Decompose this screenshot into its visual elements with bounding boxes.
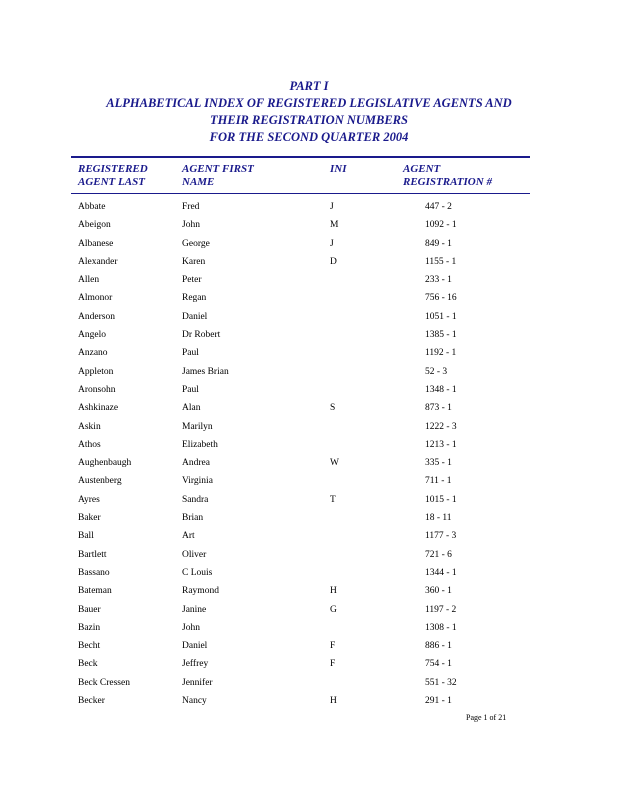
header-top-rule bbox=[71, 156, 530, 158]
agent-last-name: Ayres bbox=[78, 494, 100, 505]
agent-first-name: Andrea bbox=[182, 458, 210, 469]
agent-first-name: George bbox=[182, 238, 210, 249]
agent-last-name: Anderson bbox=[78, 311, 115, 322]
agent-first-name: Nancy bbox=[182, 696, 207, 707]
agent-registration-number: 1197 - 2 bbox=[425, 604, 457, 615]
table-row bbox=[0, 235, 618, 253]
document-title bbox=[0, 78, 618, 146]
agent-registration-number: 886 - 1 bbox=[425, 641, 452, 652]
agent-first-name: John bbox=[182, 220, 200, 231]
agent-last-name: Bassano bbox=[78, 567, 110, 578]
agent-initial: F bbox=[330, 659, 336, 670]
table-row bbox=[0, 216, 618, 234]
agent-table-body bbox=[0, 198, 618, 710]
agent-registration-number: 1092 - 1 bbox=[425, 220, 457, 231]
table-row bbox=[0, 472, 618, 490]
header-initial: INI bbox=[330, 163, 347, 175]
table-row bbox=[0, 381, 618, 399]
table-row bbox=[0, 527, 618, 545]
agent-last-name: Alexander bbox=[78, 256, 118, 267]
agent-last-name: Ball bbox=[78, 531, 94, 542]
agent-last-name: Athos bbox=[78, 439, 101, 450]
agent-first-name: Jennifer bbox=[182, 677, 213, 688]
agent-last-name: Askin bbox=[78, 421, 101, 432]
agent-last-name: Albanese bbox=[78, 238, 114, 249]
table-row bbox=[0, 674, 618, 692]
agent-registration-number: 360 - 1 bbox=[425, 586, 452, 597]
agent-last-name: Bartlett bbox=[78, 549, 107, 560]
agent-first-name: Alan bbox=[182, 403, 201, 414]
agent-first-name: Oliver bbox=[182, 549, 207, 560]
agent-registration-number: 873 - 1 bbox=[425, 403, 452, 414]
agent-last-name: Bazin bbox=[78, 622, 101, 633]
agent-last-name: Aronsohn bbox=[78, 384, 116, 395]
agent-registration-number: 1385 - 1 bbox=[425, 330, 457, 341]
table-row bbox=[0, 601, 618, 619]
agent-last-name: Abeigon bbox=[78, 220, 111, 231]
agent-registration-number: 1344 - 1 bbox=[425, 567, 457, 578]
header-bottom-rule bbox=[71, 193, 530, 194]
agent-first-name: Daniel bbox=[182, 641, 208, 652]
agent-last-name: Baker bbox=[78, 513, 101, 524]
title-quarter: FOR THE SECOND QUARTER 2004 bbox=[209, 130, 409, 144]
agent-registration-number: 754 - 1 bbox=[425, 659, 452, 670]
title-registration: THEIR REGISTRATION NUMBERS bbox=[210, 113, 408, 127]
header-agent-first: AGENT FIRST NAME bbox=[182, 163, 254, 188]
agent-initial: D bbox=[330, 256, 337, 267]
table-row bbox=[0, 454, 618, 472]
table-row bbox=[0, 509, 618, 527]
table-row bbox=[0, 308, 618, 326]
table-row bbox=[0, 399, 618, 417]
agent-initial: J bbox=[330, 202, 334, 212]
table-row bbox=[0, 363, 618, 381]
header-agent-last: REGISTERED AGENT LAST bbox=[78, 163, 148, 188]
agent-first-name: Elizabeth bbox=[182, 439, 218, 450]
agent-first-name: Daniel bbox=[182, 311, 208, 322]
agent-initial: S bbox=[330, 403, 336, 414]
agent-registration-number: 52 - 3 bbox=[425, 366, 448, 377]
agent-last-name: Abbate bbox=[78, 202, 106, 212]
agent-first-name: Art bbox=[182, 531, 195, 542]
agent-registration-number: 1308 - 1 bbox=[425, 622, 457, 633]
table-row bbox=[0, 637, 618, 655]
agent-first-name: James Brian bbox=[182, 366, 229, 377]
table-row bbox=[0, 198, 618, 216]
agent-first-name: Regan bbox=[182, 293, 207, 304]
table-row bbox=[0, 564, 618, 582]
agent-first-name: Paul bbox=[182, 384, 199, 395]
agent-initial: T bbox=[330, 494, 336, 505]
agent-last-name: Beck Cressen bbox=[78, 677, 130, 688]
header-registration: AGENT REGISTRATION # bbox=[403, 163, 492, 188]
table-row bbox=[0, 289, 618, 307]
agent-last-name: Bateman bbox=[78, 586, 112, 597]
agent-registration-number: 1155 - 1 bbox=[425, 256, 457, 267]
agent-first-name: Sandra bbox=[182, 494, 209, 505]
table-row bbox=[0, 418, 618, 436]
agent-registration-number: 1348 - 1 bbox=[425, 384, 457, 395]
title-index: ALPHABETICAL INDEX OF REGISTERED LEGISLATIVE AGENTS AND bbox=[106, 96, 512, 110]
title-part: PART I bbox=[289, 79, 329, 93]
agent-last-name: Becht bbox=[78, 641, 101, 652]
agent-first-name: Brian bbox=[182, 513, 204, 524]
agent-last-name: Bauer bbox=[78, 604, 101, 615]
table-row bbox=[0, 344, 618, 362]
agent-initial: H bbox=[330, 696, 337, 707]
table-row bbox=[0, 271, 618, 289]
agent-last-name: Anzano bbox=[78, 348, 108, 359]
agent-first-name: Dr Robert bbox=[182, 330, 221, 341]
agent-first-name: Marilyn bbox=[182, 421, 213, 432]
agent-initial: G bbox=[330, 604, 337, 615]
table-row bbox=[0, 582, 618, 600]
agent-initial: F bbox=[330, 641, 336, 652]
agent-last-name: Allen bbox=[78, 275, 100, 286]
table-row bbox=[0, 253, 618, 271]
agent-registration-number: 18 - 11 bbox=[425, 513, 452, 524]
agent-registration-number: 721 - 6 bbox=[425, 549, 452, 560]
agent-first-name: Raymond bbox=[182, 586, 219, 597]
agent-first-name: John bbox=[182, 622, 200, 633]
agent-last-name: Almonor bbox=[78, 293, 113, 304]
agent-last-name: Angelo bbox=[78, 330, 106, 341]
agent-last-name: Ashkinaze bbox=[78, 403, 119, 414]
table-row bbox=[0, 436, 618, 454]
table-row bbox=[0, 655, 618, 673]
agent-first-name: Paul bbox=[182, 348, 199, 359]
agent-registration-number: 233 - 1 bbox=[425, 275, 452, 286]
agent-initial: H bbox=[330, 586, 337, 597]
agent-registration-number: 447 - 2 bbox=[425, 202, 452, 212]
page-number: Page 1 of 21 bbox=[466, 713, 507, 722]
agent-initial: J bbox=[330, 238, 334, 249]
agent-first-name: Karen bbox=[182, 256, 206, 267]
table-row bbox=[0, 619, 618, 637]
agent-first-name: C Louis bbox=[182, 567, 213, 578]
agent-first-name: Jeffrey bbox=[182, 659, 209, 670]
agent-registration-number: 291 - 1 bbox=[425, 696, 452, 707]
agent-registration-number: 1192 - 1 bbox=[425, 348, 457, 359]
agent-registration-number: 551 - 32 bbox=[425, 677, 457, 688]
agent-last-name: Beck bbox=[78, 659, 98, 670]
agent-first-name: Peter bbox=[182, 275, 202, 286]
table-row bbox=[0, 491, 618, 509]
agent-first-name: Virginia bbox=[182, 476, 213, 487]
table-header bbox=[0, 163, 618, 191]
agent-registration-number: 1015 - 1 bbox=[425, 494, 457, 505]
agent-first-name: Fred bbox=[182, 202, 200, 212]
table-row bbox=[0, 326, 618, 344]
agent-registration-number: 1177 - 3 bbox=[425, 531, 457, 542]
table-row bbox=[0, 546, 618, 564]
agent-last-name: Becker bbox=[78, 696, 105, 707]
agent-first-name: Janine bbox=[182, 604, 207, 615]
agent-registration-number: 711 - 1 bbox=[425, 476, 452, 487]
agent-initial: M bbox=[330, 220, 339, 231]
agent-last-name: Aughenbaugh bbox=[78, 458, 132, 469]
agent-registration-number: 1051 - 1 bbox=[425, 311, 457, 322]
agent-last-name: Appleton bbox=[78, 366, 114, 377]
agent-last-name: Austenberg bbox=[78, 476, 122, 487]
agent-registration-number: 756 - 16 bbox=[425, 293, 457, 304]
agent-registration-number: 335 - 1 bbox=[425, 458, 452, 469]
agent-registration-number: 1213 - 1 bbox=[425, 439, 457, 450]
agent-initial: W bbox=[330, 458, 339, 469]
table-row bbox=[0, 692, 618, 710]
agent-registration-number: 849 - 1 bbox=[425, 238, 452, 249]
agent-registration-number: 1222 - 3 bbox=[425, 421, 457, 432]
